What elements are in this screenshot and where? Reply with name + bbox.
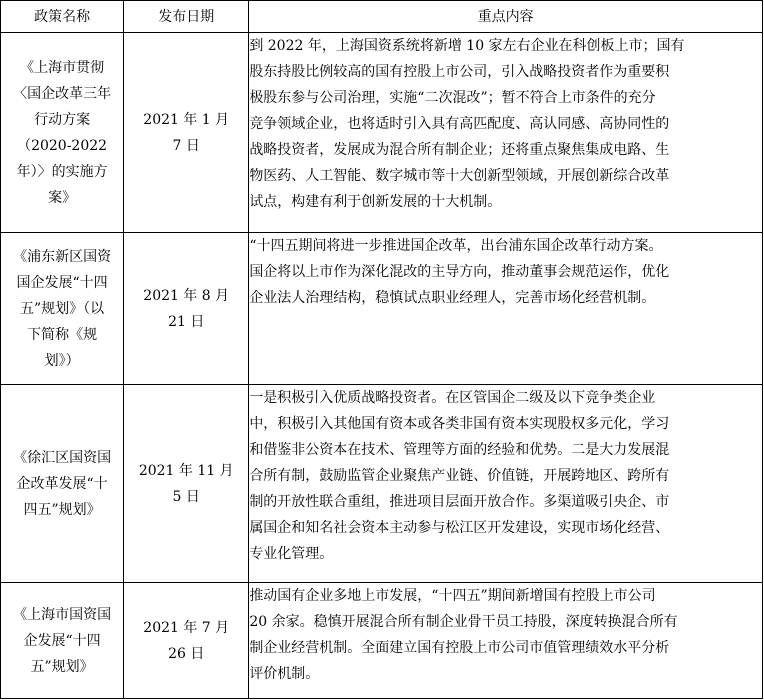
key-content-line: 到 2022 年，上海国资系统将新增 10 家左右企业在科创板上市；国有 bbox=[249, 38, 685, 54]
key-content-cell bbox=[249, 385, 763, 583]
policy-name-line: （2020-2022 bbox=[17, 137, 108, 154]
key-content-line: 中，积极引入其他国有资本或各类非国有资本实现股权多元化，学习 bbox=[249, 416, 670, 432]
release-date-line: 26 日 bbox=[168, 645, 205, 662]
policy-name-cell bbox=[1, 233, 124, 385]
release-date-cell bbox=[124, 233, 249, 385]
key-content-line: 合所有制，鼓励监管企业聚焦产业链、价值链，开展跨地区、跨所有 bbox=[249, 468, 670, 484]
policy-name-line: 五”规划》 bbox=[30, 658, 94, 675]
release-date-cell bbox=[124, 33, 249, 233]
header-key-content: 重点内容 bbox=[249, 1, 763, 33]
key-content-line: “十四五期间将进一步推进国企改革，出台浦东国企改革行动方案。 bbox=[249, 238, 663, 254]
policy-name-line: 国企发展“十四 bbox=[16, 274, 108, 291]
key-content-cell bbox=[249, 33, 763, 233]
table-row bbox=[1, 33, 763, 233]
policy-name-line: 《浦东新区国资 bbox=[13, 248, 112, 265]
policy-name-cell bbox=[1, 583, 124, 699]
policy-name-line: 五”规划》（以 bbox=[19, 300, 105, 317]
policy-name-line: 《徐汇区国资国 bbox=[13, 449, 112, 466]
key-content-line: 极股东参与公司治理，实施“二次混改”；暂不符合上市条件的充分 bbox=[249, 90, 656, 106]
key-content-line: 股东持股比例较高的国有控股上市公司，引入战略投资者作为重要积 bbox=[249, 64, 670, 80]
key-content-line: 企业法人治理结构，稳慎试点职业经理人，完善市场化经营机制。 bbox=[249, 290, 656, 306]
release-date-line: 7 日 bbox=[172, 137, 200, 154]
policy-name-line: 四五”规划》 bbox=[23, 501, 101, 518]
header-row bbox=[1, 1, 763, 33]
policy-name-line: 年）〉的实施方 bbox=[16, 163, 108, 180]
key-content-line: 试点，构建有利于创新发展的十大机制。 bbox=[249, 194, 502, 210]
policy-name-line: 行动方案 bbox=[34, 111, 91, 128]
key-content-line: 属国企和知名社会资本主动参与松江区开发建设，实现市场化经营、 bbox=[249, 520, 670, 536]
key-content-line: 制的开放性联合重组，推进项目层面开放合作。多渠道吸引央企、市 bbox=[249, 494, 670, 510]
key-content-line: 20 余家。稳慎开展混合所有制企业骨干员工持股，深度转换混合所有 bbox=[249, 614, 678, 630]
policy-name-line: 《上海市贯彻 bbox=[20, 59, 105, 76]
key-content-line: 国企将以上市作为深化混改的主导方向，推动董事会规范运作，优化 bbox=[249, 264, 670, 280]
key-content-line: 和借鉴非公资本在技术、管理等方面的经验和优势。二是大力发展混 bbox=[249, 442, 670, 458]
release-date-line: 21 日 bbox=[168, 313, 205, 330]
policy-name-cell bbox=[1, 385, 124, 583]
key-content-line: 一是积极引入优质战略投资者。在区管国企二级及以下竞争类企业 bbox=[249, 390, 656, 406]
policy-name-line: 〈国企改革三年 bbox=[13, 85, 112, 102]
key-content-line: 竞争领域企业，也将适时引入具有高匹配度、高认同感、高协同性的 bbox=[249, 116, 670, 132]
key-content-cell bbox=[249, 583, 763, 699]
table-row bbox=[1, 583, 763, 699]
key-content-line: 战略投资者，发展成为混合所有制企业；还将重点聚焦集成电路、生 bbox=[249, 142, 670, 158]
release-date-line: 2021 年 7 月 bbox=[143, 619, 230, 636]
key-content-line: 评价机制。 bbox=[249, 666, 320, 682]
key-content-line: 物医药、人工智能、数字城市等十大创新型领域，开展创新综合改革 bbox=[249, 168, 670, 184]
policy-name-line: 《上海市国资国 bbox=[13, 606, 112, 623]
policy-name-line: 企改革发展“十 bbox=[16, 475, 108, 492]
policy-name-line: 企发展“十四 bbox=[23, 632, 101, 649]
header-policy-name: 政策名称 bbox=[1, 1, 124, 33]
policy-name-cell bbox=[1, 33, 124, 233]
header-release-date: 发布日期 bbox=[124, 1, 249, 33]
release-date-cell bbox=[124, 385, 249, 583]
key-content-line: 制企业经营机制。全面建立国有控股上市公司市值管理绩效水平分析 bbox=[249, 640, 670, 656]
key-content-cell bbox=[249, 233, 763, 385]
release-date-line: 2021 年 11 月 bbox=[138, 462, 234, 479]
key-content-line: 推动国有企业多地上市发展，“十四五”期间新增国有控股上市公司 bbox=[249, 588, 656, 604]
release-date-cell bbox=[124, 583, 249, 699]
table-row bbox=[1, 385, 763, 583]
release-date-line: 5 日 bbox=[172, 488, 200, 505]
release-date-line: 2021 年 1 月 bbox=[143, 111, 230, 128]
table-row bbox=[1, 233, 763, 385]
policy-name-line: 案》 bbox=[48, 189, 77, 206]
policy-name-line: 下简称《规 bbox=[27, 326, 98, 343]
release-date-line: 2021 年 8 月 bbox=[143, 287, 230, 304]
key-content-line: 专业化管理。 bbox=[249, 546, 334, 562]
policy-name-line: 划》） bbox=[44, 352, 80, 369]
